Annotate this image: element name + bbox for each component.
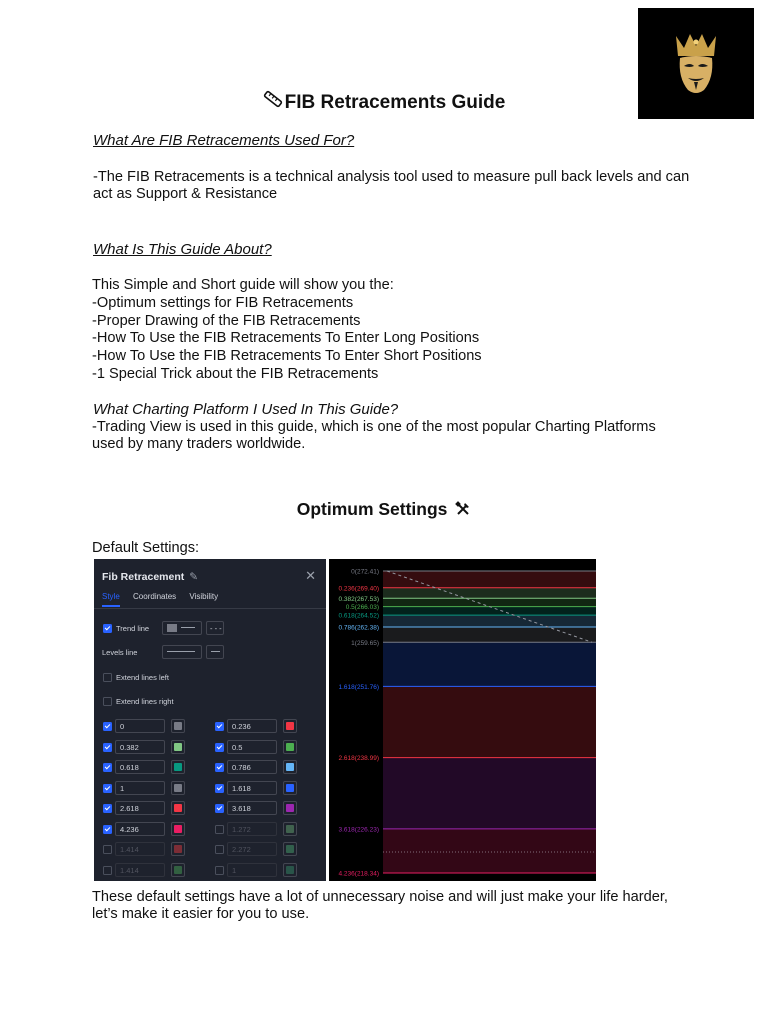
level-checkbox[interactable] [103, 763, 112, 772]
level-checkbox[interactable] [215, 825, 224, 834]
fib-settings-panel [94, 559, 326, 881]
about-item: -Proper Drawing of the FIB Retracements [92, 313, 361, 329]
level-color-swatch[interactable] [283, 822, 297, 836]
tab-coordinates[interactable]: Coordinates [133, 592, 177, 601]
used-for-line-1: -The FIB Retracements is a technical analysis tool used to measure pull back levels and can [93, 169, 690, 185]
extend-right-label: Extend lines right [116, 697, 174, 706]
level-color-swatch[interactable] [171, 842, 185, 856]
level-value-input[interactable]: 1 [115, 781, 165, 795]
level-color-swatch[interactable] [283, 760, 297, 774]
about-intro: This Simple and Short guide will show you the: [92, 277, 394, 293]
level-color-swatch[interactable] [283, 842, 297, 856]
fib-level-label: 0.618(264.52) [338, 612, 379, 620]
tab-style[interactable]: Style [102, 592, 120, 601]
fib-level-label: 4.236(218.34) [338, 870, 379, 878]
level-checkbox[interactable] [215, 845, 224, 854]
level-checkbox[interactable] [103, 743, 112, 752]
level-value-input[interactable]: 4.236 [115, 822, 165, 836]
crown-mask-logo-icon [666, 32, 726, 98]
level-color-swatch[interactable] [171, 740, 185, 754]
fib-band [383, 627, 596, 642]
level-value-input[interactable]: 1.414 [115, 863, 165, 877]
level-value-input[interactable]: 0 [115, 719, 165, 733]
optimum-settings-text: Optimum Settings [296, 499, 448, 519]
fib-band [383, 758, 596, 829]
fib-chart [329, 559, 596, 881]
page-title [0, 90, 768, 114]
used-for-line-2: act as Support & Resistance [93, 186, 278, 202]
tab-bar [102, 592, 229, 601]
divider [94, 608, 326, 609]
fib-band [383, 686, 596, 757]
footer-line-1: These default settings have a lot of unnecessary noise and will just make your life harder, [92, 889, 668, 905]
about-item: -Optimum settings for FIB Retracements [92, 295, 354, 311]
level-color-swatch[interactable] [171, 863, 185, 877]
about-item: -How To Use the FIB Retracements To Enter Long Positions [92, 330, 480, 346]
fib-level-label: 0.382(267.53) [338, 595, 379, 603]
fib-band [383, 571, 596, 588]
trend-line-checkbox[interactable] [103, 624, 112, 633]
about-item: -1 Special Trick about the FIB Retracements [92, 366, 379, 382]
page-title-text: FIB Retracements Guide [284, 92, 506, 113]
level-value-input[interactable]: 1.618 [227, 781, 277, 795]
level-value-input[interactable]: 1.414 [115, 842, 165, 856]
level-value-input[interactable]: 0.5 [227, 740, 277, 754]
level-value-input[interactable]: 2.272 [227, 842, 277, 856]
levels-line-style-picker[interactable] [162, 645, 202, 659]
level-color-swatch[interactable] [283, 740, 297, 754]
about-item: -How To Use the FIB Retracements To Enter Short Positions [92, 348, 482, 364]
level-color-swatch[interactable] [283, 801, 297, 815]
section-heading-used-for: What Are FIB Retracements Used For? [93, 132, 355, 149]
level-color-swatch[interactable] [283, 863, 297, 877]
tools-icon [455, 501, 471, 522]
fib-level-label: 0.236(269.40) [338, 585, 379, 593]
level-checkbox[interactable] [215, 804, 224, 813]
fib-level-label: 0.786(262.38) [338, 624, 379, 632]
extend-left-label: Extend lines left [116, 673, 169, 682]
close-icon[interactable]: ✕ [305, 568, 316, 583]
level-color-swatch[interactable] [171, 760, 185, 774]
extend-right-checkbox[interactable] [103, 697, 112, 706]
section-heading-platform: What Charting Platform I Used In This Guide? [93, 401, 399, 418]
section-heading-about: What Is This Guide About? [93, 241, 272, 258]
platform-line-1: -Trading View is used in this guide, which is one of the most popular Charting Platforms [92, 419, 656, 435]
level-checkbox[interactable] [103, 866, 112, 875]
ruler-icon [263, 90, 283, 114]
extend-left-checkbox[interactable] [103, 673, 112, 682]
level-checkbox[interactable] [103, 845, 112, 854]
trend-line-style-picker[interactable] [162, 621, 202, 635]
footer-line-2: let’s make it easier for you to use. [92, 906, 310, 922]
level-color-swatch[interactable] [171, 781, 185, 795]
level-color-swatch[interactable] [171, 822, 185, 836]
level-checkbox[interactable] [103, 825, 112, 834]
trend-line-label: Trend line [116, 624, 150, 633]
level-color-swatch[interactable] [283, 719, 297, 733]
panel-title: Fib Retracement ✎ [102, 571, 199, 583]
fib-level-label: 1.618(251.76) [338, 683, 379, 691]
platform-line-2: used by many traders worldwide. [92, 436, 306, 452]
trend-line-dash-picker[interactable]: - - - [206, 621, 224, 635]
level-checkbox[interactable] [215, 866, 224, 875]
pencil-icon[interactable]: ✎ [189, 571, 199, 583]
level-color-swatch[interactable] [171, 801, 185, 815]
fib-band [383, 829, 596, 873]
fib-band [383, 607, 596, 615]
fib-band [383, 642, 596, 686]
default-settings-label: Default Settings: [92, 540, 200, 556]
level-checkbox[interactable] [103, 804, 112, 813]
level-checkbox[interactable] [215, 784, 224, 793]
fib-band [383, 588, 596, 598]
level-color-swatch[interactable] [283, 781, 297, 795]
levels-line-label: Levels line [102, 648, 138, 657]
fib-band [383, 615, 596, 627]
level-checkbox[interactable] [215, 763, 224, 772]
level-value-input[interactable]: 3.618 [227, 801, 277, 815]
fib-level-label: 3.618(226.23) [338, 826, 379, 834]
fib-level-label: 1(259.65) [351, 639, 379, 647]
fib-level-label: 0(272.41) [351, 568, 379, 576]
level-color-swatch[interactable] [171, 719, 185, 733]
fib-chart-svg [329, 559, 596, 881]
level-value-input[interactable]: 0.236 [227, 719, 277, 733]
fib-band [383, 598, 596, 606]
level-checkbox[interactable] [103, 784, 112, 793]
fib-level-label: 2.618(238.99) [338, 755, 379, 763]
levels-line-width-picker[interactable] [206, 645, 224, 659]
level-checkbox[interactable] [215, 722, 224, 731]
level-checkbox[interactable] [215, 743, 224, 752]
tab-visibility[interactable]: Visibility [189, 592, 219, 601]
level-value-input[interactable]: 1 [227, 863, 277, 877]
active-tab-indicator [102, 605, 120, 607]
level-value-input[interactable]: 0.382 [115, 740, 165, 754]
level-value-input[interactable]: 0.618 [115, 760, 165, 774]
level-checkbox[interactable] [103, 722, 112, 731]
optimum-settings-heading [0, 499, 768, 522]
fib-level-label: 0.5(266.03) [345, 604, 379, 612]
level-value-input[interactable]: 0.786 [227, 760, 277, 774]
level-value-input[interactable]: 1.272 [227, 822, 277, 836]
level-value-input[interactable]: 2.618 [115, 801, 165, 815]
